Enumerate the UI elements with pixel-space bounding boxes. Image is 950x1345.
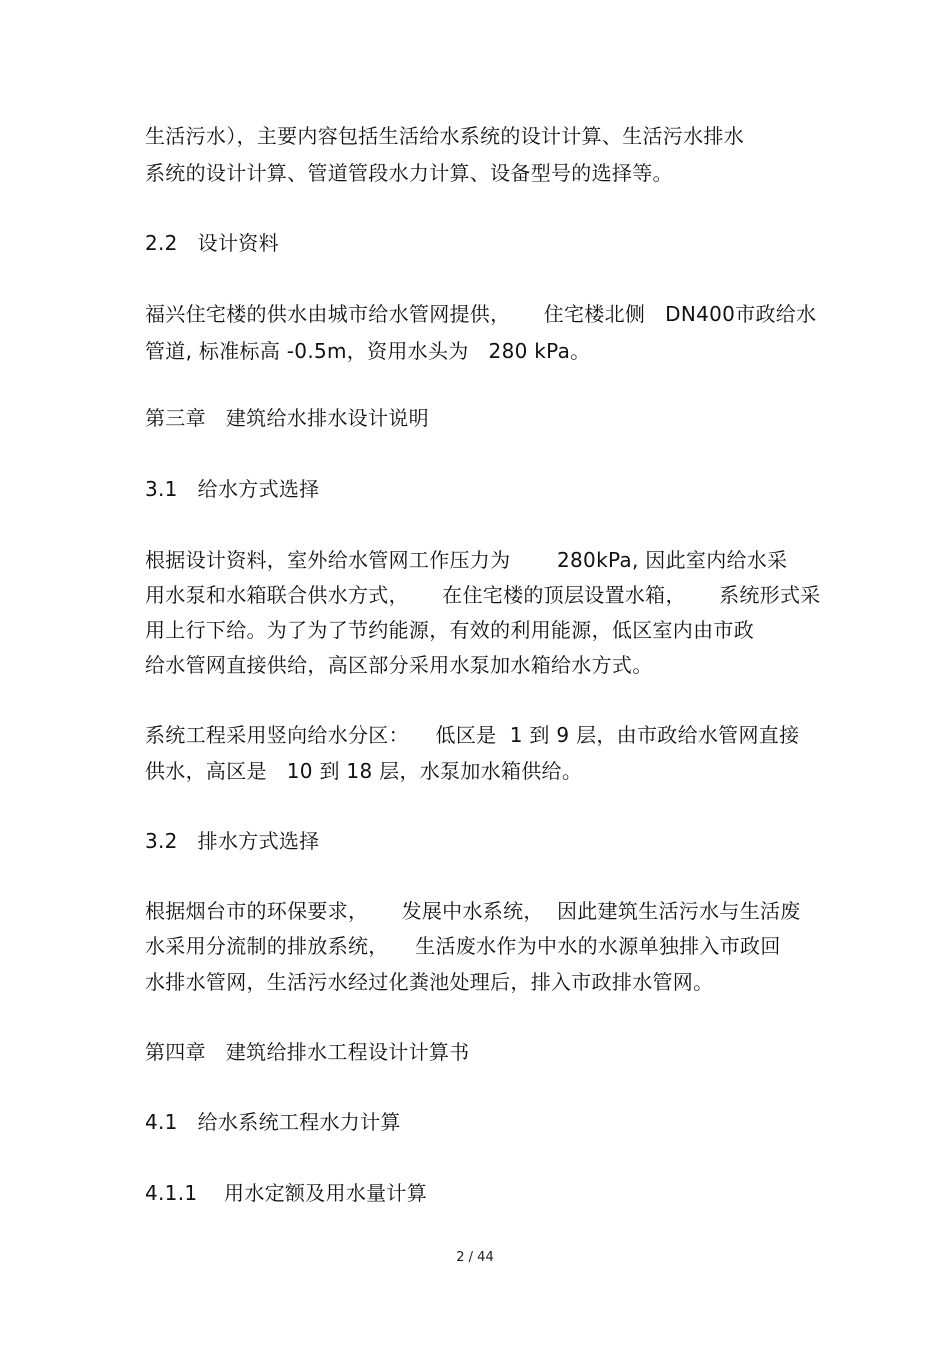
section-3-1-para-2-line-2: 供水，高区是 10 到 18 层，水泵加水箱供给。: [145, 759, 583, 783]
section-3-1-para-1-line-4: 给水管网直接供给，高区部分采用水泵加水箱给水方式。: [145, 653, 653, 677]
chapter-3-heading: 第三章 建筑给水排水设计说明: [145, 406, 429, 430]
page-number: 2 / 44: [456, 1250, 494, 1265]
section-4-1-1-heading: 4.1.1 用水定额及用水量计算: [145, 1181, 428, 1205]
section-3-2-text-line-3: 水排水管网，生活污水经过化粪池处理后，排入市政排水管网。: [145, 970, 714, 994]
section-4-1-heading: 4.1 给水系统工程水力计算: [145, 1110, 401, 1134]
section-3-1-para-2-line-1: 系统工程采用竖向给水分区： 低区是 1 到 9 层，由市政给水管网直接: [145, 723, 800, 747]
section-3-1-para-1-line-3: 用上行下给。为了为了节约能源，有效的利用能源，低区室内由市政: [145, 618, 754, 642]
section-2-2-text-line-1: 福兴住宅楼的供水由城市给水管网提供， 住宅楼北侧 DN400市政给水: [145, 302, 817, 326]
chapter-4-heading: 第四章 建筑给排水工程设计计算书: [145, 1040, 470, 1064]
section-3-2-text-line-2: 水采用分流制的排放系统， 生活废水作为中水的水源单独排入市政回: [145, 934, 781, 958]
section-3-2-heading: 3.2 排水方式选择: [145, 829, 320, 853]
section-3-1-para-1-line-1: 根据设计资料，室外给水管网工作压力为 280kPa, 因此室内给水采: [145, 548, 788, 572]
section-2-2-text-line-2: 管道, 标准标高 -0.5m，资用水头为 280 kPa。: [145, 339, 591, 363]
section-3-1-heading: 3.1 给水方式选择: [145, 477, 320, 501]
section-3-2-text-line-1: 根据烟台市的环保要求， 发展中水系统， 因此建筑生活污水与生活废: [145, 899, 801, 923]
intro-text-line-2: 系统的设计计算、管道管段水力计算、设备型号的选择等。: [145, 161, 673, 185]
section-3-1-para-1-line-2: 用水泵和水箱联合供水方式， 在住宅楼的顶层设置水箱， 系统形式采: [145, 583, 821, 607]
intro-text-line-1: 生活污水），主要内容包括生活给水系统的设计计算、生活污水排水: [145, 124, 744, 148]
section-2-2-heading: 2.2 设计资料: [145, 231, 279, 255]
